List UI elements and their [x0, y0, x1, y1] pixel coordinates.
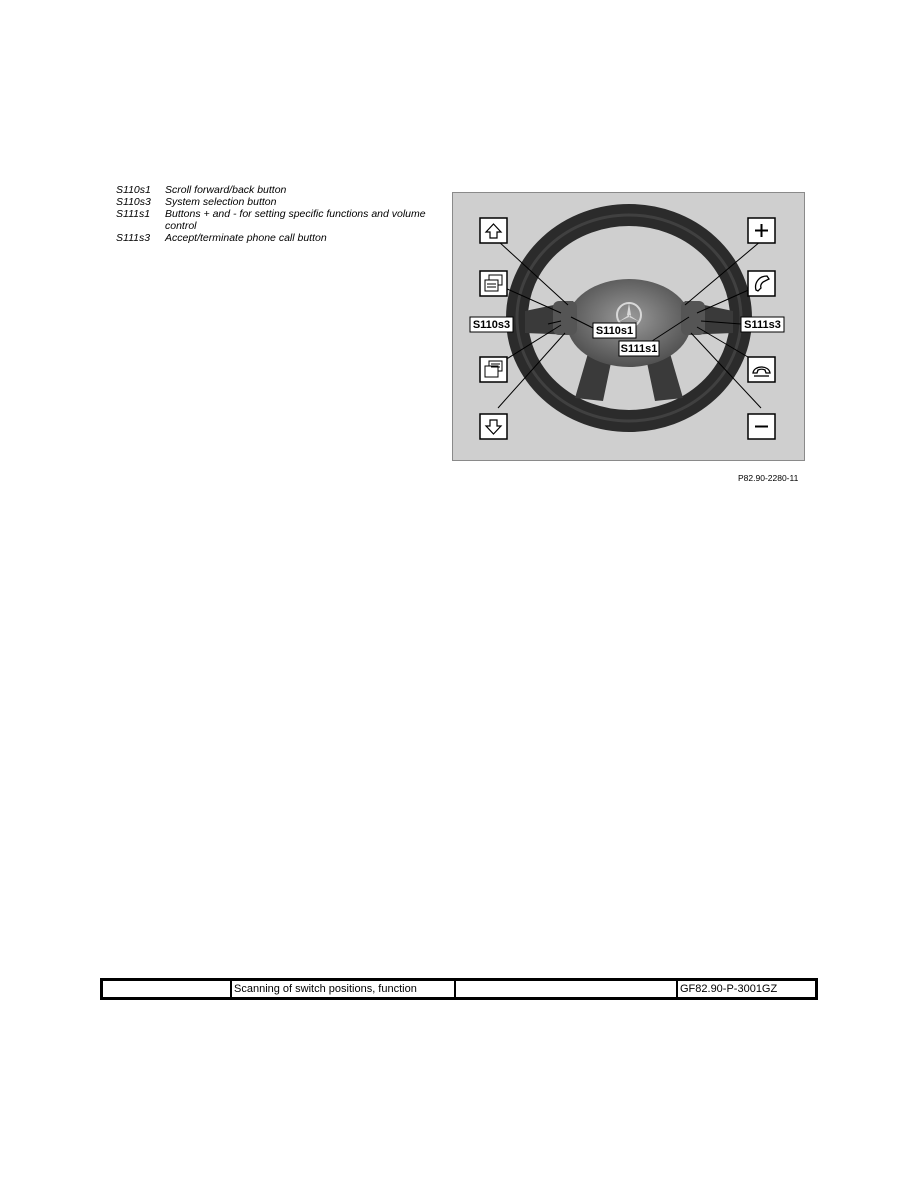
legend-list	[116, 184, 436, 244]
minus-icon	[748, 414, 775, 439]
legend-code: S110s3	[116, 196, 151, 208]
legend-description: Buttons + and - for setting specific functions and volume control	[165, 208, 426, 232]
label-s110s3-text: S110s3	[472, 319, 511, 331]
figure-reference: P82.90-2280-11	[738, 473, 799, 483]
label-s111s1	[619, 341, 659, 356]
steering-wheel-diagram	[453, 193, 805, 461]
legend-code: S111s3	[116, 232, 151, 244]
steering-wheel-figure	[452, 192, 805, 461]
arrow-down-icon	[480, 414, 507, 439]
footer-cell-title: Scanning of switch positions, function	[232, 981, 454, 997]
legend-item	[116, 232, 436, 244]
footer-cell-3	[456, 981, 676, 997]
arrow-up-icon	[480, 218, 507, 243]
phone-hangup-icon	[748, 357, 775, 382]
label-s110s3	[470, 317, 513, 332]
legend-description: Scroll forward/back button	[165, 184, 287, 196]
legend-description: System selection button	[165, 196, 277, 208]
label-s111s3	[741, 317, 784, 332]
footer-cell-1	[103, 981, 230, 997]
footer-table	[100, 978, 818, 1000]
phone-accept-icon	[748, 271, 775, 296]
plus-icon	[748, 218, 775, 243]
legend-item	[116, 196, 436, 208]
display-window-alt-icon	[480, 357, 507, 382]
label-s110s1-text: S110s1	[595, 325, 634, 337]
legend-code: S111s1	[116, 208, 151, 220]
label-s111s3-text: S111s3	[744, 319, 781, 331]
label-s111s1-text: S111s1	[620, 343, 658, 355]
label-s110s1	[593, 323, 636, 338]
footer-cell-code: GF82.90-P-3001GZ	[678, 981, 815, 997]
display-window-icon	[480, 271, 507, 296]
legend-item	[116, 208, 436, 232]
legend-description: Accept/terminate phone call button	[165, 232, 327, 244]
legend-code: S110s1	[116, 184, 151, 196]
legend-item	[116, 184, 436, 196]
steering-wheel-image	[517, 215, 741, 421]
